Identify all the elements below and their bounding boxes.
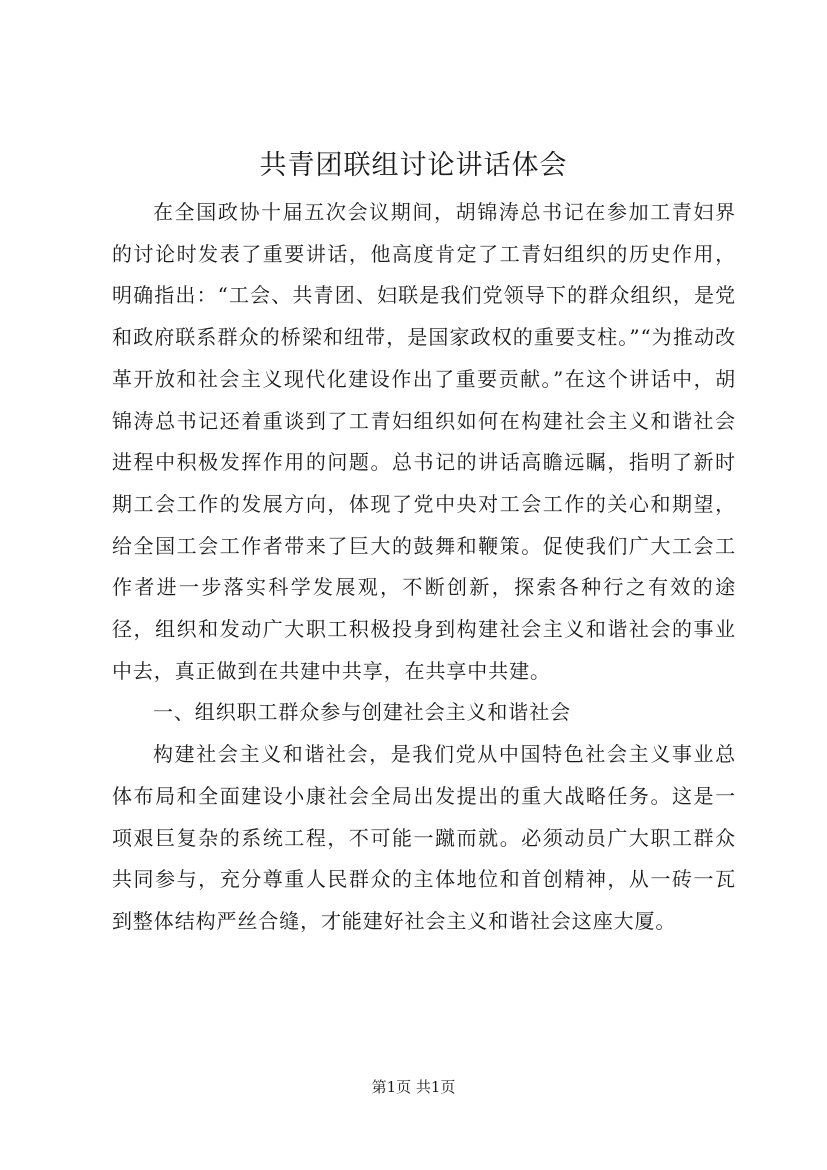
- document-title: 共青团联组讨论讲话体会: [259, 150, 568, 181]
- intro-paragraph: 在全国政协十届五次会议期间，胡锦涛总书记在参加工青妇界的讨论时发表了重要讲话，他高度肯定了工青妇组织的历史作用，明确指出：“工会、共青团、妇联是我们党领导下的群众组织，是党和政府联系群众的桥梁和纽带，是国家政权的重要支柱。”“为推动改革开放和社会主义现代化建设作出了重要贡献。”在这个讲话中，胡锦涛总书记还着重谈到了工青妇组织如何在构建社会主义和谐社会进程中积极发挥作用的问题。总书记的讲话高瞻远瞩，指明了新时期工会工作的发展方向，体现了党中央对工会工作的关心和期望，给全国工会工作者带来了巨大的鼓舞和鞭策。促使我们广大工会工作者进一步落实科学发展观，不断创新，探索各种行之有效的途径，组织和发动广大职工积极投身到构建社会主义和谐社会的事业中去，真正做到在共建中共享，在共享中共建。: [112, 200, 736, 683]
- document-body: [112, 192, 736, 943]
- section-paragraph: 构建社会主义和谐社会，是我们党从中国特色社会主义事业总体布局和全面建设小康社会全局出发提出的重大战略任务。这是一项艰巨复杂的系统工程，不可能一蹴而就。必须动员广大职工群众共同参与，充分尊重人民群众的主体地位和首创精神，从一砖一瓦到整体结构严丝合缝，才能建好社会主义和谐社会这座大厦。: [112, 742, 736, 933]
- section-heading: 一、组织职工群众参与创建社会主义和谐社会: [153, 700, 571, 725]
- page-footer: 第1页 共1页: [371, 1078, 456, 1096]
